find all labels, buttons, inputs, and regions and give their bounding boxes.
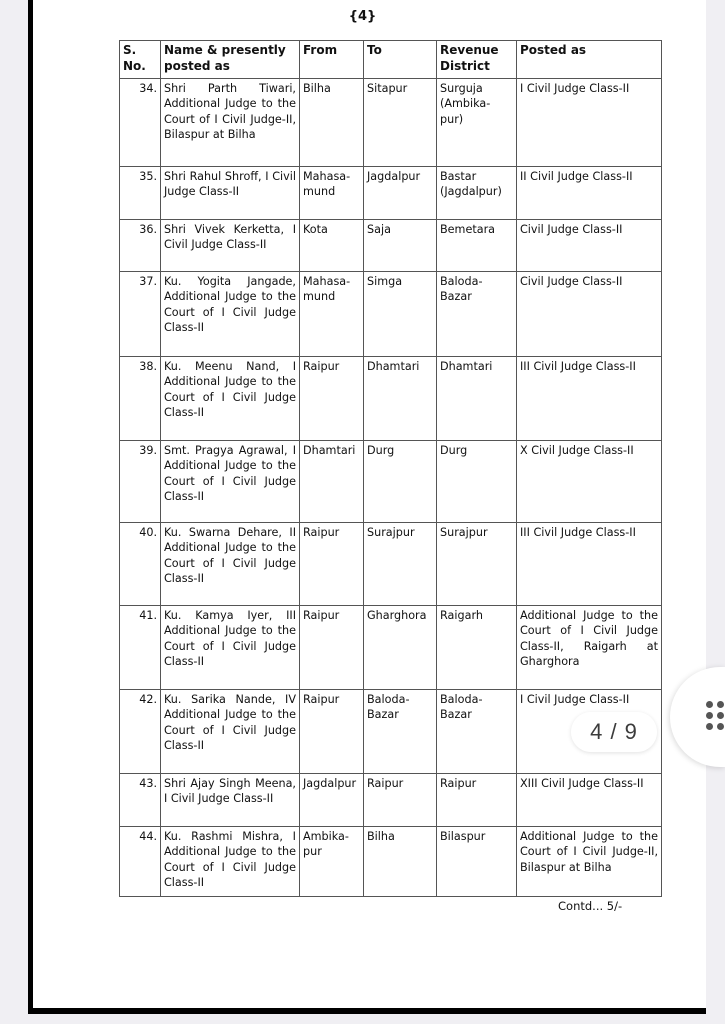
cell-to: Gharghora <box>364 606 437 690</box>
page-scan-border-left <box>28 0 33 1013</box>
header-to: To <box>364 41 437 79</box>
cell-from: Raipur <box>300 690 364 774</box>
cell-name: Ku. Kamya Iyer, III Additional Judge to the Court of I Civil Judge Class-II <box>161 606 300 690</box>
table-row <box>120 272 662 357</box>
table-row <box>120 827 662 897</box>
cell-district: Raigarh <box>437 606 517 690</box>
cell-district: Baloda-Bazar <box>437 690 517 774</box>
cell-posted: II Civil Judge Class-II <box>517 167 662 220</box>
page-scan-border-bottom <box>28 1008 706 1014</box>
cell-district: Bastar (Jagdalpur) <box>437 167 517 220</box>
grid-dot <box>717 701 724 708</box>
cell-name: Ku. Meenu Nand, I Additional Judge to the Court of I Civil Judge Class-II <box>161 357 300 441</box>
table-row <box>120 441 662 523</box>
header-sno: S. No. <box>120 41 161 79</box>
cell-to: Sitapur <box>364 79 437 167</box>
transfer-postings-table <box>119 40 662 897</box>
table-row <box>120 79 662 167</box>
cell-to: Simga <box>364 272 437 357</box>
continued-note: Contd... 5/- <box>558 899 623 913</box>
table-row <box>120 606 662 690</box>
cell-to: Bilha <box>364 827 437 897</box>
cell-sno: 37. <box>120 272 161 357</box>
cell-posted: X Civil Judge Class-II <box>517 441 662 523</box>
header-name: Name & presently posted as <box>161 41 300 79</box>
grid-dots-icon <box>706 701 725 731</box>
cell-posted: Additional Judge to the Court of I Civil Judge-II, Bilaspur at Bilha <box>517 827 662 897</box>
cell-posted: Additional Judge to the Court of I Civil Judge Class-II, Raigarh at Gharghora <box>517 606 662 690</box>
cell-name: Smt. Pragya Agrawal, I Additional Judge to the Court of I Civil Judge Class-II <box>161 441 300 523</box>
cell-sno: 40. <box>120 523 161 606</box>
cell-sno: 41. <box>120 606 161 690</box>
cell-to: Dhamtari <box>364 357 437 441</box>
grid-dot <box>706 701 713 708</box>
cell-sno: 34. <box>120 79 161 167</box>
cell-to: Raipur <box>364 774 437 827</box>
cell-posted: XIII Civil Judge Class-II <box>517 774 662 827</box>
table-row <box>120 167 662 220</box>
cell-from: Bilha <box>300 79 364 167</box>
table-row <box>120 774 662 827</box>
cell-to: Jagdalpur <box>364 167 437 220</box>
page-indicator: 4 / 9 <box>571 712 657 752</box>
cell-name: Shri Rahul Shroff, I Civil Judge Class-II <box>161 167 300 220</box>
cell-name: Ku. Yogita Jangade, Additional Judge to the Court of I Civil Judge Class-II <box>161 272 300 357</box>
cell-district: Durg <box>437 441 517 523</box>
cell-district: Surguja (Ambika-pur) <box>437 79 517 167</box>
header-from: From <box>300 41 364 79</box>
cell-name: Ku. Swarna Dehare, II Additional Judge to the Court of I Civil Judge Class-II <box>161 523 300 606</box>
cell-sno: 39. <box>120 441 161 523</box>
cell-sno: 36. <box>120 220 161 272</box>
cell-district: Surajpur <box>437 523 517 606</box>
cell-from: Mahasa-mund <box>300 167 364 220</box>
cell-sno: 44. <box>120 827 161 897</box>
cell-from: Mahasa-mund <box>300 272 364 357</box>
cell-district: Baloda-Bazar <box>437 272 517 357</box>
cell-from: Kota <box>300 220 364 272</box>
cell-to: Durg <box>364 441 437 523</box>
header-district: Revenue District <box>437 41 517 79</box>
grid-dot <box>717 723 724 730</box>
cell-from: Jagdalpur <box>300 774 364 827</box>
page-number: {4} <box>348 9 377 24</box>
cell-from: Ambika-pur <box>300 827 364 897</box>
cell-posted: I Civil Judge Class-II <box>517 79 662 167</box>
cell-from: Raipur <box>300 357 364 441</box>
cell-sno: 38. <box>120 357 161 441</box>
cell-district: Bemetara <box>437 220 517 272</box>
grid-dot <box>706 712 713 719</box>
grid-dot <box>717 712 724 719</box>
table-row <box>120 220 662 272</box>
cell-sno: 43. <box>120 774 161 827</box>
cell-to: Saja <box>364 220 437 272</box>
cell-to: Baloda-Bazar <box>364 690 437 774</box>
cell-from: Dhamtari <box>300 441 364 523</box>
grid-dot <box>706 723 713 730</box>
cell-to: Surajpur <box>364 523 437 606</box>
cell-posted: III Civil Judge Class-II <box>517 357 662 441</box>
cell-sno: 35. <box>120 167 161 220</box>
cell-posted: I Civil Judge Class-II <box>517 690 662 774</box>
cell-sno: 42. <box>120 690 161 774</box>
cell-name: Shri Vivek Kerketta, I Civil Judge Class-II <box>161 220 300 272</box>
table-row <box>120 357 662 441</box>
cell-from: Raipur <box>300 523 364 606</box>
cell-name: Shri Parth Tiwari, Additional Judge to the Court of I Civil Judge-II, Bilaspur at Bilha <box>161 79 300 167</box>
cell-district: Raipur <box>437 774 517 827</box>
table-header-row <box>120 41 662 79</box>
cell-name: Ku. Rashmi Mishra, I Additional Judge to the Court of I Civil Judge Class-II <box>161 827 300 897</box>
header-posted: Posted as <box>517 41 662 79</box>
cell-posted: Civil Judge Class-II <box>517 272 662 357</box>
table-row <box>120 523 662 606</box>
cell-posted: Civil Judge Class-II <box>517 220 662 272</box>
cell-name: Ku. Sarika Nande, IV Additional Judge to the Court of I Civil Judge Class-II <box>161 690 300 774</box>
cell-posted: III Civil Judge Class-II <box>517 523 662 606</box>
cell-name: Shri Ajay Singh Meena, I Civil Judge Class-II <box>161 774 300 827</box>
cell-from: Raipur <box>300 606 364 690</box>
cell-district: Bilaspur <box>437 827 517 897</box>
cell-district: Dhamtari <box>437 357 517 441</box>
